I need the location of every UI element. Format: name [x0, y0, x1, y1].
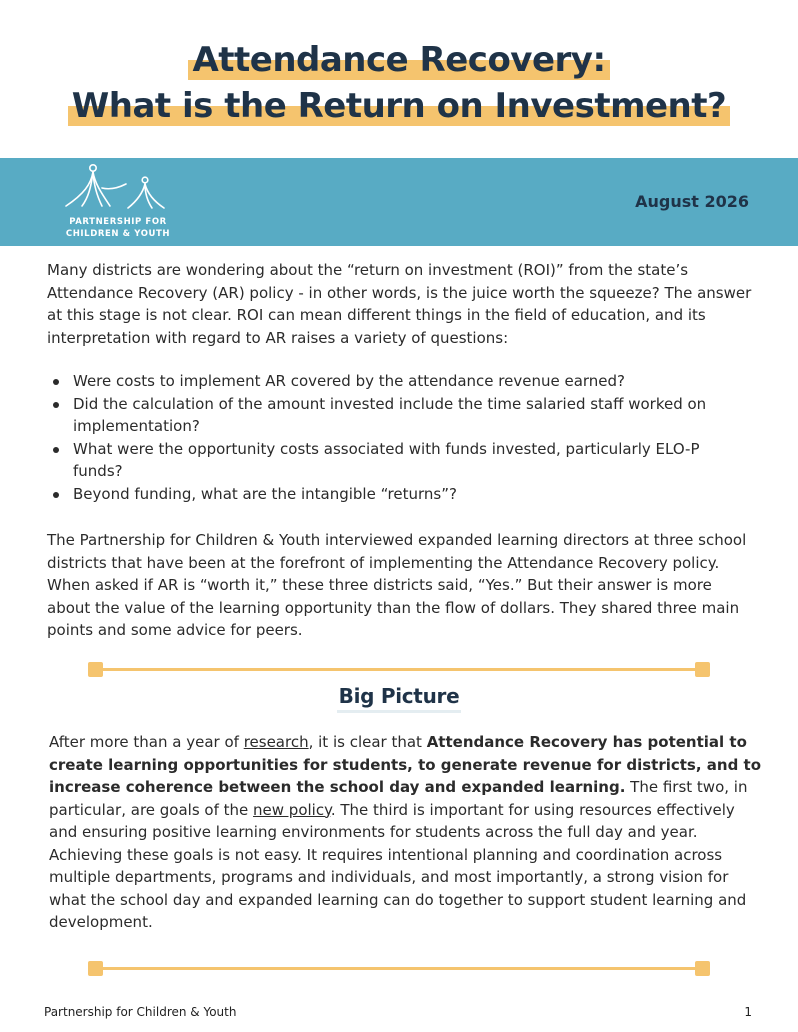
- research-link[interactable]: research: [243, 733, 309, 751]
- section-divider: [88, 961, 710, 977]
- header-banner: [0, 158, 798, 246]
- logo-text-line-1: PARTNERSHIP FOR: [69, 217, 167, 227]
- page-title: [0, 38, 798, 130]
- section-divider: [88, 662, 710, 678]
- new-policy-link[interactable]: new policy: [253, 800, 331, 819]
- page-number: 1: [744, 1005, 752, 1019]
- bullet-icon: [53, 447, 59, 453]
- figures-logo-icon: [58, 158, 178, 218]
- title-line-1: Attendance Recovery:: [192, 38, 605, 82]
- bullet-icon: [53, 402, 59, 408]
- section-heading: Big Picture: [0, 684, 798, 713]
- bullet-icon: [53, 379, 59, 385]
- footer-org: Partnership for Children & Youth: [44, 1005, 237, 1019]
- list-item: Were costs to implement AR covered by the attendance revenue earned?: [73, 370, 753, 393]
- bullet-icon: [53, 492, 59, 498]
- question-list: [73, 370, 753, 505]
- key-finding: Attendance Recovery has potential to create learning opportunities for students, to generate revenue for districts, and to increase coherence between the school day and expanded learning.: [49, 733, 762, 796]
- publication-date: August 2026: [635, 192, 749, 211]
- list-item: What were the opportunity costs associated with funds invested, particularly ELO-P funds?: [73, 438, 753, 483]
- interview-paragraph: The Partnership for Children & Youth interviewed expanded learning directors at three school districts that have been at the forefront of implementing the Attendance Recovery policy. When asked if AR is “worth it,” these three districts said, “Yes.” But their answer is more about the value of the learning opportunity than the flow of dollars. They shared three main points and some advice for peers.: [47, 531, 747, 639]
- logo-text-line-2: CHILDREN & YOUTH: [65, 229, 171, 239]
- big-picture-paragraph: After more than a year of research, it is clear that Attendance Recovery has potential to create learning opportunities for students, to generate revenue for districts, and to increase coherence between the school day and expanded learning. The first two, in particular, are goals of the new policy. The third is important for using resources effectively and ensuring positive learning environments for students across the full day and year. Achieving these goals is not easy. It requires intentional planning and coordination across multiple departments, programs and individuals, and most importantly, a strong vision for what the school day and expanded learning can do together to support student learning and development.: [49, 733, 762, 931]
- pcy-logo: [58, 158, 178, 246]
- intro-paragraph: Many districts are wondering about the “return on investment (ROI)” from the state’s Attendance Recovery (AR) policy - in other words, is the juice worth the squeeze? The answer at this stage is not clear. ROI can mean different things in the field of education, and its interpretation with regard to AR raises a variety of questions:: [47, 261, 752, 347]
- list-item: Beyond funding, what are the intangible “returns”?: [73, 483, 753, 506]
- title-line-2: What is the Return on Investment?: [72, 84, 726, 128]
- list-item: Did the calculation of the amount invested include the time salaried staff worked on implementation?: [73, 393, 753, 438]
